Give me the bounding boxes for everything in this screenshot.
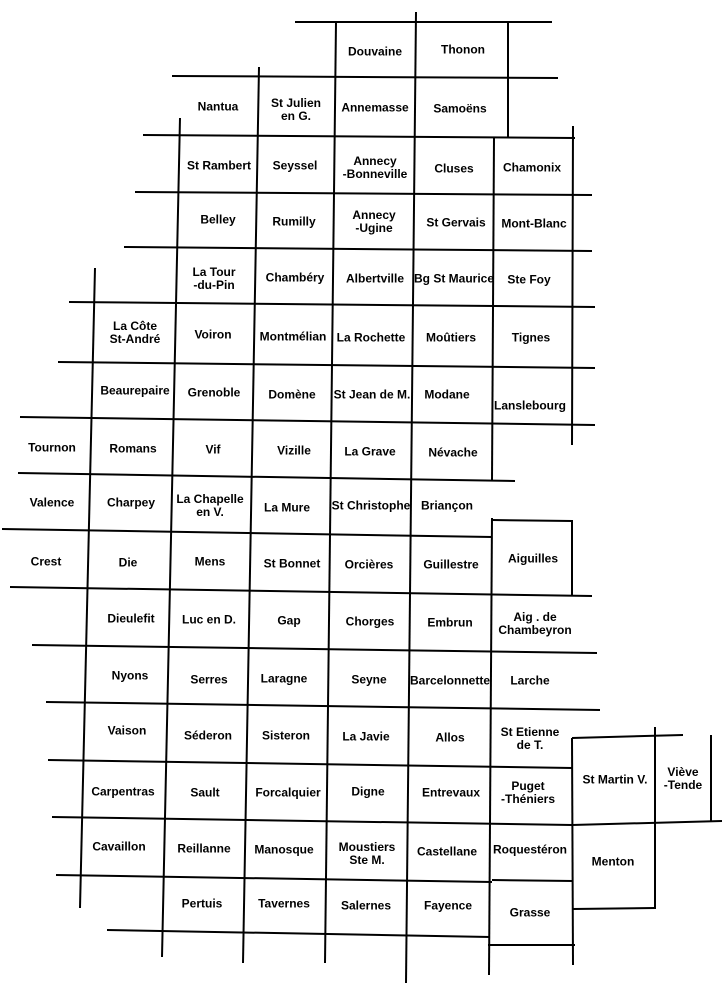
sheet-label-line: Carpentras bbox=[91, 784, 155, 799]
sheet-label-rumilly bbox=[272, 216, 315, 229]
sheet-label-line: Grenoble bbox=[187, 385, 241, 400]
sheet-label-allos bbox=[435, 732, 464, 745]
sheet-label-sisteron bbox=[262, 730, 310, 743]
sheet-label-dieulefit bbox=[107, 613, 154, 626]
grid-line bbox=[406, 12, 416, 983]
grid-line bbox=[492, 880, 573, 881]
sheet-label-chamonix bbox=[503, 162, 561, 175]
sheet-label-line: -du-Pin bbox=[193, 278, 235, 292]
sheet-label-moustiers-ste-m bbox=[339, 841, 396, 867]
sheet-label-line: Reillanne bbox=[177, 841, 231, 856]
sheet-label-line: St Bonnet bbox=[263, 556, 321, 571]
sheet-label-line: Voiron bbox=[194, 327, 232, 342]
sheet-label-line: La Grave bbox=[344, 444, 396, 459]
sheet-label-line: St Etienne bbox=[500, 725, 560, 739]
sheet-label-cluses bbox=[434, 163, 473, 176]
sheet-label-romans bbox=[109, 443, 156, 456]
grid-line bbox=[46, 702, 600, 710]
sheet-label-carpentras bbox=[91, 786, 154, 799]
sheet-label-line: St-André bbox=[109, 332, 161, 346]
sheet-label-line: Entrevaux bbox=[421, 785, 481, 800]
grid-line bbox=[172, 76, 558, 78]
sheet-label-reillanne bbox=[177, 843, 230, 856]
sheet-label-la-tour-du-pin bbox=[192, 266, 235, 292]
sheet-label-st-jean-de-m bbox=[334, 389, 411, 402]
sheet-label-line: Vaison bbox=[107, 723, 147, 738]
sheet-label-line: Chorges bbox=[345, 614, 395, 629]
sheet-label-line: Nyons bbox=[111, 668, 149, 683]
sheet-label-cavaillon bbox=[92, 841, 145, 854]
sheet-label-line: Mens bbox=[194, 554, 226, 569]
sheet-label-line: de T. bbox=[516, 738, 544, 752]
sheet-label-sault bbox=[190, 787, 219, 800]
sheet-label-nantua bbox=[198, 101, 239, 114]
sheet-label-line: St Martin V. bbox=[582, 772, 648, 787]
sheet-label-thonon bbox=[441, 44, 485, 57]
grid-line bbox=[2, 529, 492, 537]
sheet-label-douvaine bbox=[348, 46, 402, 59]
sheet-label-la-cote-st-andre bbox=[110, 320, 161, 346]
sheet-label-line: Ste M. bbox=[349, 853, 385, 867]
sheet-label-line: Cluses bbox=[434, 161, 474, 176]
sheet-label-line: St Rambert bbox=[186, 158, 252, 173]
sheet-label-line: Moûtiers bbox=[425, 330, 477, 345]
grid-line bbox=[492, 520, 572, 521]
sheet-label-pertuis bbox=[182, 898, 223, 911]
sheet-label-lanslebourg bbox=[494, 400, 566, 413]
sheet-label-forcalquier bbox=[255, 787, 320, 800]
sheet-label-line: Charpey bbox=[106, 495, 156, 510]
grid-line bbox=[489, 518, 492, 975]
sheet-label-moutiers bbox=[426, 332, 476, 345]
sheet-label-st-martin-v bbox=[583, 774, 648, 787]
sheet-label-castellane bbox=[417, 846, 477, 859]
sheet-label-orcieres bbox=[345, 559, 394, 572]
sheet-label-line: La Chapelle bbox=[176, 492, 244, 506]
sheet-label-chambery bbox=[266, 272, 325, 285]
sheet-label-line: Crest bbox=[30, 554, 62, 569]
sheet-label-line: Salernes bbox=[340, 898, 392, 913]
sheet-label-gap bbox=[277, 615, 300, 628]
sheet-label-laragne bbox=[261, 673, 308, 686]
sheet-label-line: Annecy bbox=[352, 208, 396, 222]
sheet-label-line: Mont-Blanc bbox=[501, 216, 567, 231]
sheet-label-aiguilles bbox=[508, 553, 558, 566]
sheet-label-line: -Théniers bbox=[500, 792, 556, 806]
sheet-label-line: Seyne bbox=[351, 672, 387, 687]
grid-line bbox=[20, 417, 595, 425]
sheet-label-digne bbox=[351, 786, 384, 799]
sheet-label-line: Rumilly bbox=[272, 214, 316, 229]
grid-line bbox=[48, 760, 572, 768]
sheet-label-line: Die bbox=[118, 555, 138, 570]
sheet-label-tournon bbox=[28, 442, 76, 455]
sheet-label-line: Chambéry bbox=[265, 270, 325, 285]
sheet-label-line: Aig . de bbox=[513, 610, 557, 624]
sheet-label-st-etienne-de-t bbox=[501, 726, 560, 752]
sheet-label-line: Douvaine bbox=[347, 44, 403, 59]
sheet-label-line: Grasse bbox=[509, 905, 551, 920]
grid-line bbox=[572, 821, 722, 825]
sheet-label-ste-foy bbox=[507, 274, 550, 287]
sheet-label-line: Cavaillon bbox=[92, 839, 146, 854]
sheet-label-salernes bbox=[341, 900, 391, 913]
grid-line bbox=[135, 192, 592, 195]
sheet-label-die bbox=[119, 557, 138, 570]
sheet-label-sederon bbox=[184, 730, 232, 743]
sheet-label-line: St Christophe bbox=[331, 498, 411, 513]
grid-line bbox=[32, 645, 597, 653]
sheet-label-line: Tournon bbox=[28, 440, 76, 455]
sheet-label-seyne bbox=[351, 674, 386, 687]
sheet-label-la-rochette bbox=[337, 332, 406, 345]
sheet-label-line: Puget bbox=[511, 779, 545, 793]
sheet-label-line: La Côte bbox=[112, 319, 158, 333]
sheet-label-vif bbox=[205, 444, 220, 457]
sheet-label-st-rambert bbox=[187, 160, 251, 173]
sheet-label-st-julien bbox=[271, 97, 321, 123]
sheet-label-line: Briançon bbox=[420, 498, 474, 513]
sheet-label-la-grave bbox=[344, 446, 395, 459]
grid-line bbox=[492, 138, 494, 480]
sheet-label-line: Sault bbox=[190, 785, 220, 800]
grid-line bbox=[572, 126, 573, 445]
sheet-label-valence bbox=[30, 497, 75, 510]
sheet-label-line: La Javie bbox=[342, 729, 390, 744]
sheet-label-tignes bbox=[512, 332, 550, 345]
sheet-label-crest bbox=[31, 556, 62, 569]
sheet-label-line: -Bonneville bbox=[342, 167, 408, 181]
sheet-label-line: St Jean de M. bbox=[333, 387, 411, 402]
sheet-label-line: Névache bbox=[428, 445, 478, 460]
sheet-label-beaurepaire bbox=[100, 385, 169, 398]
sheet-label-line: Manosque bbox=[254, 842, 314, 857]
sheet-label-line: La Mure bbox=[263, 500, 311, 515]
sheet-label-line: Thonon bbox=[441, 42, 485, 57]
sheet-label-embrun bbox=[427, 617, 472, 630]
sheet-label-line: Tignes bbox=[511, 330, 551, 345]
sheet-label-line: Bg St Maurice bbox=[413, 271, 495, 286]
sheet-label-bg-st-maurice bbox=[414, 273, 494, 286]
sheet-label-line: Digne bbox=[351, 784, 385, 799]
sheet-label-line: Laragne bbox=[260, 671, 308, 686]
sheet-label-line: La Rochette bbox=[336, 330, 406, 345]
sheet-label-line: Ste Foy bbox=[507, 272, 551, 287]
sheet-label-line: Forcalquier bbox=[255, 785, 321, 800]
sheet-label-chorges bbox=[346, 616, 395, 629]
sheet-label-line: Guillestre bbox=[423, 557, 479, 572]
sheet-label-line: Orcières bbox=[344, 557, 394, 572]
sheet-label-line: Embrun bbox=[427, 615, 473, 630]
sheet-label-line: Barcelonnette bbox=[409, 673, 491, 688]
grid-line bbox=[243, 67, 259, 963]
sheet-label-line: Serres bbox=[190, 672, 228, 687]
sheet-label-mens bbox=[195, 556, 226, 569]
sheet-label-line: en G. bbox=[280, 109, 312, 123]
sheet-label-nevache bbox=[428, 447, 477, 460]
sheet-label-mont-blanc bbox=[501, 218, 566, 231]
grid-line bbox=[18, 473, 515, 481]
sheet-label-serres bbox=[190, 674, 227, 687]
sheet-label-line: Modane bbox=[424, 387, 470, 402]
sheet-label-line: Vizille bbox=[277, 443, 311, 458]
sheet-label-line: Larche bbox=[510, 673, 550, 688]
sheet-label-fayence bbox=[424, 900, 472, 913]
sheet-label-line: St Gervais bbox=[426, 215, 486, 230]
sheet-label-line: Lanslebourg bbox=[493, 398, 567, 413]
sheet-label-st-gervais bbox=[426, 217, 485, 230]
sheet-label-st-christophe bbox=[332, 500, 411, 513]
grid-line bbox=[124, 247, 592, 251]
sheet-label-la-mure bbox=[264, 502, 310, 515]
sheet-label-roquesteron bbox=[493, 844, 567, 857]
sheet-label-annemasse bbox=[341, 102, 408, 115]
sheet-label-line: Annecy bbox=[353, 154, 397, 168]
sheet-label-albertville bbox=[346, 273, 404, 286]
grid-line bbox=[52, 817, 572, 825]
sheet-label-line: Dieulefit bbox=[107, 611, 155, 626]
sheet-label-line: Roquestéron bbox=[492, 842, 568, 857]
sheet-label-line: Belley bbox=[200, 212, 236, 227]
sheet-label-line: Aiguilles bbox=[507, 551, 559, 566]
sheet-label-briancon bbox=[421, 500, 473, 513]
grid-line bbox=[58, 362, 595, 368]
sheet-label-samoens bbox=[433, 103, 486, 116]
sheet-label-line: St Julien bbox=[270, 96, 322, 110]
grid-line bbox=[56, 875, 492, 882]
sheet-label-line: Tavernes bbox=[258, 896, 310, 911]
sheet-label-la-chapelle-en-v bbox=[176, 493, 243, 519]
sheet-label-seyssel bbox=[273, 160, 318, 173]
sheet-label-barcelonnette bbox=[410, 675, 490, 688]
sheet-label-line: Moustiers bbox=[338, 840, 396, 854]
sheet-label-line: Albertville bbox=[345, 271, 405, 286]
sheet-label-line: -Ugine bbox=[355, 221, 393, 235]
grid-line bbox=[572, 735, 683, 738]
sheet-label-line: Fayence bbox=[423, 898, 473, 913]
sheet-label-grasse bbox=[510, 907, 551, 920]
grid-line bbox=[573, 908, 655, 909]
sheet-label-luc-en-d bbox=[182, 614, 236, 627]
sheet-label-line: Chambeyron bbox=[498, 623, 572, 637]
sheet-label-line: -Tende bbox=[663, 778, 703, 792]
sheet-label-line: Viève bbox=[667, 765, 699, 779]
sheet-label-entrevaux bbox=[422, 787, 480, 800]
sheet-label-vieve-tende bbox=[664, 766, 702, 792]
sheet-label-line: Beaurepaire bbox=[100, 383, 170, 398]
sheet-label-vizille bbox=[277, 445, 311, 458]
sheet-label-menton bbox=[592, 856, 635, 869]
sheet-label-aig-de-chambeyron bbox=[498, 611, 571, 637]
sheet-label-line: Montmélian bbox=[259, 329, 327, 344]
sheet-label-line: Samoëns bbox=[433, 101, 487, 116]
sheet-label-line: Romans bbox=[109, 441, 157, 456]
sheet-label-nyons bbox=[112, 670, 149, 683]
sheet-label-line: La Tour bbox=[192, 265, 236, 279]
sheet-label-belley bbox=[200, 214, 235, 227]
sheet-label-line: Nantua bbox=[197, 99, 239, 114]
sheet-label-tavernes bbox=[258, 898, 310, 911]
sheet-label-line: Castellane bbox=[416, 844, 478, 859]
sheet-label-line: Pertuis bbox=[181, 896, 223, 911]
sheet-label-voiron bbox=[194, 329, 231, 342]
sheet-label-montmelian bbox=[260, 331, 327, 344]
sheet-label-la-javie bbox=[342, 731, 389, 744]
sheet-label-line: en V. bbox=[196, 505, 224, 519]
sheet-label-line: Gap bbox=[277, 613, 301, 628]
sheet-label-guillestre bbox=[423, 559, 478, 572]
sheet-label-domene bbox=[268, 389, 315, 402]
sheet-label-vaison bbox=[108, 725, 147, 738]
grid-line bbox=[162, 118, 180, 957]
sheet-label-annecy-bonneville bbox=[343, 155, 408, 181]
sheet-label-line: Seyssel bbox=[272, 158, 318, 173]
sheet-label-line: Menton bbox=[591, 854, 635, 869]
sheet-label-line: Domène bbox=[268, 387, 316, 402]
sheet-label-larche bbox=[510, 675, 549, 688]
sheet-label-line: Chamonix bbox=[502, 160, 562, 175]
grid-line bbox=[572, 738, 573, 965]
sheet-label-grenoble bbox=[188, 387, 241, 400]
sheet-label-st-bonnet bbox=[264, 558, 321, 571]
sheet-label-modane bbox=[424, 389, 469, 402]
sheet-label-puget-theniers bbox=[501, 780, 555, 806]
grid-line bbox=[107, 930, 490, 937]
sheet-label-manosque bbox=[254, 844, 313, 857]
sheet-label-line: Allos bbox=[435, 730, 465, 745]
grid-line bbox=[10, 587, 592, 596]
sheet-label-charpey bbox=[107, 497, 155, 510]
sheet-label-line: Annemasse bbox=[341, 100, 409, 115]
sheet-label-annecy-ugine bbox=[352, 209, 395, 235]
sheet-label-line: Sisteron bbox=[261, 728, 311, 743]
sheet-label-line: Vif bbox=[205, 442, 221, 457]
sheet-label-line: Valence bbox=[29, 495, 75, 510]
sheet-label-line: Luc en D. bbox=[181, 612, 237, 627]
grid-line bbox=[143, 135, 575, 138]
sheet-label-line: Séderon bbox=[183, 728, 233, 743]
